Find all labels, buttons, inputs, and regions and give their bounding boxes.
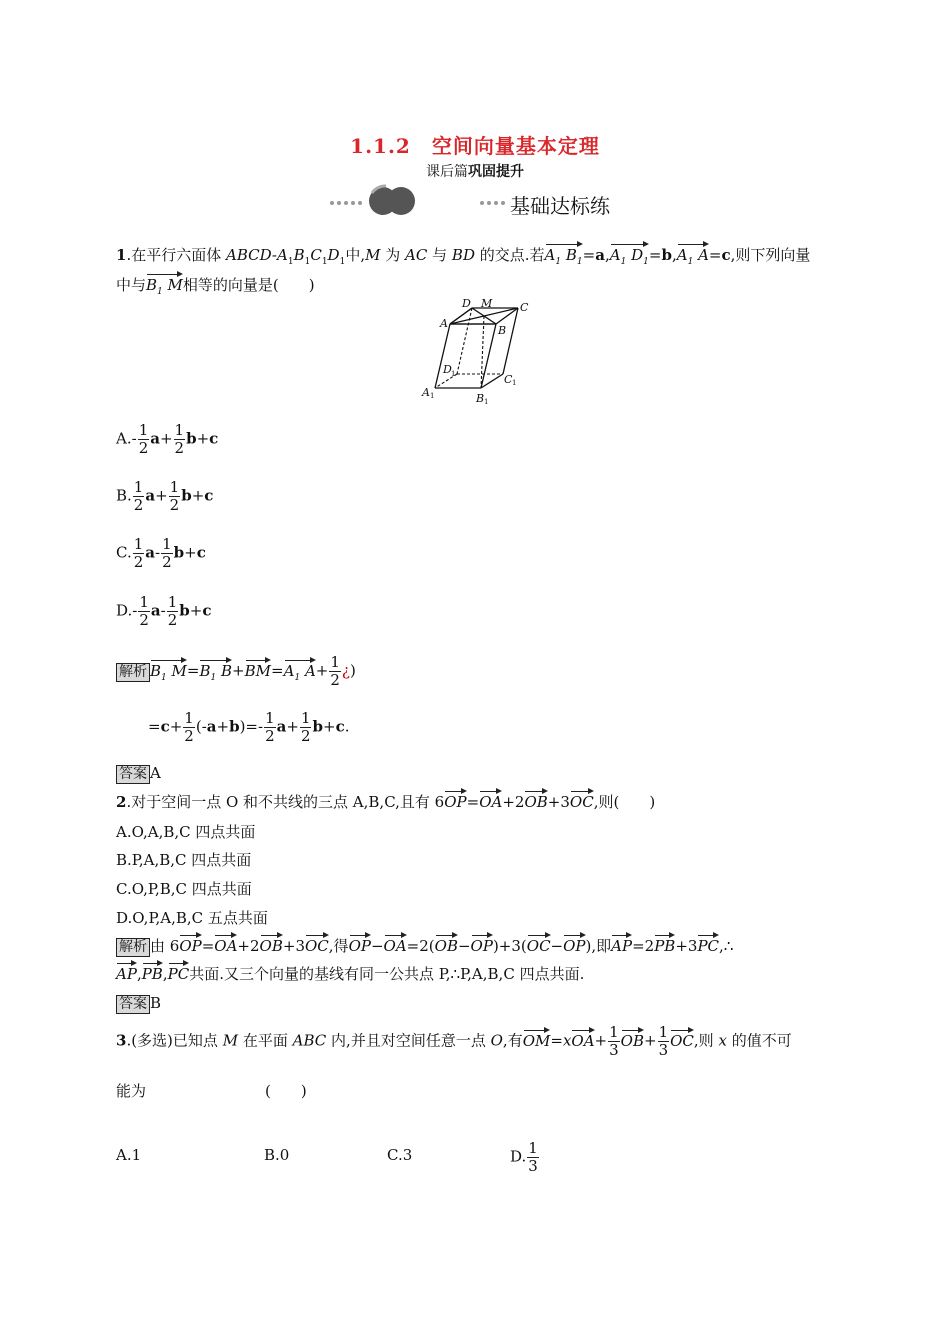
label-D: D [462,297,471,310]
label-B: B [498,324,507,337]
q2-option-a[interactable]: A.O,A,B,C 四点共面 [116,823,256,841]
q1-stem-line2: 中与$B_1$ M相等的向量是( ) [116,273,315,297]
q1-analysis: 解析 $B_1$ $M=B_1$ $B+BM=A_1$ A+ $\frac{1}{2}$ ¿) [116,654,356,689]
label-C: C [520,301,529,314]
q3-answer-paren: ( ) [265,1082,307,1100]
svg-text:1: 1 [512,379,517,387]
svg-text:1: 1 [451,370,456,378]
q1-analysis-line2: =c+ $\frac{1}{2}$ (-a+b)=- $\frac{1}{2}$ a+ $\frac{1}{2}$ b+c. [148,709,350,745]
q3-option-a[interactable]: A.1 [116,1146,142,1164]
q2-option-c[interactable]: C.O,P,B,C 四点共面 [116,880,252,898]
label-A1: A [422,386,430,399]
analysis-tag: 解析 [116,938,150,957]
analysis-tag: 解析 [116,663,150,682]
dots-decoration-right [480,201,508,205]
q3-option-b[interactable]: B.0 [264,1146,290,1164]
page-subtitle: 课后篇巩固提升 [426,164,524,180]
q2-option-b[interactable]: B.P,A,B,C 四点共面 [116,851,252,869]
q1-option-b[interactable]: B. $\frac{1}{2}$ a+ $\frac{1}{2}$ b+c [116,478,214,514]
q1-option-a[interactable]: A.- $\frac{1}{2}$ a+ $\frac{1}{2}$ b+c [116,421,219,457]
q3-stem: 3.(多选)已知点 M 在平面 ABC 内,并且对空间任意一点 O,有OM=xOA+ $\frac{1}{3}$ OB+ $\frac{1}{3}$ OC,则 x 的值不可 [116,1023,792,1059]
dots-decoration-left [330,201,365,205]
label-M: M [481,297,493,310]
label-C1: C [504,373,513,386]
svg-text:1: 1 [430,392,435,400]
answer-tag: 答案 [116,995,150,1014]
label-A: A [440,317,448,330]
label-B1: B [476,392,485,405]
q2-answer: 答案 B [116,994,161,1014]
answer-tag: 答案 [116,765,150,784]
section-label: 基础达标练 [510,194,610,218]
q1-answer: 答案 A [116,764,161,784]
svg-text:1: 1 [484,398,489,406]
q1-option-d[interactable]: D.- $\frac{1}{2}$ a- $\frac{1}{2}$ b+c [116,593,212,629]
section-header [322,188,642,220]
q1-option-c[interactable]: C. $\frac{1}{2}$ a- $\frac{1}{2}$ b+c [116,535,206,571]
q1-stem: 1.在平行六面体 ABCD-$A_1B_1C_1D_1$中,M 为 AC 与 BD 的交点.若$A_1$ $B_1=a,A_1$ $D_1=b,A_1$ A=c,则下列向量 [116,243,810,267]
parallelepiped-figure [415,296,535,408]
q2-analysis-line2: AP,PB,PC共面.又三个向量的基线有同一公共点 P,∴P,A,B,C 四点共面. [116,962,584,984]
q3-option-c[interactable]: C.3 [387,1146,413,1164]
q3-stem-line2: 能为 [116,1082,147,1100]
page-title: 1.1.2 空间向量基本定理 [350,134,600,158]
q3-option-d[interactable]: D. $\frac{1}{3}$ [510,1139,538,1175]
circles-decoration-icon [364,183,420,219]
label-D1: D [443,363,452,376]
q2-option-d[interactable]: D.O,P,A,B,C 五点共面 [116,909,268,927]
q2-analysis: 解析 由 6OP=OA+2OB+3OC,得OP−OA=2(OB−OP)+3(OC−OP),即AP=2PB+3PC,∴ [116,934,733,957]
q2-stem: 2.对于空间一点 O 和不共线的三点 A,B,C,且有 6OP=OA+2OB+3OC,则( ) [116,790,655,812]
